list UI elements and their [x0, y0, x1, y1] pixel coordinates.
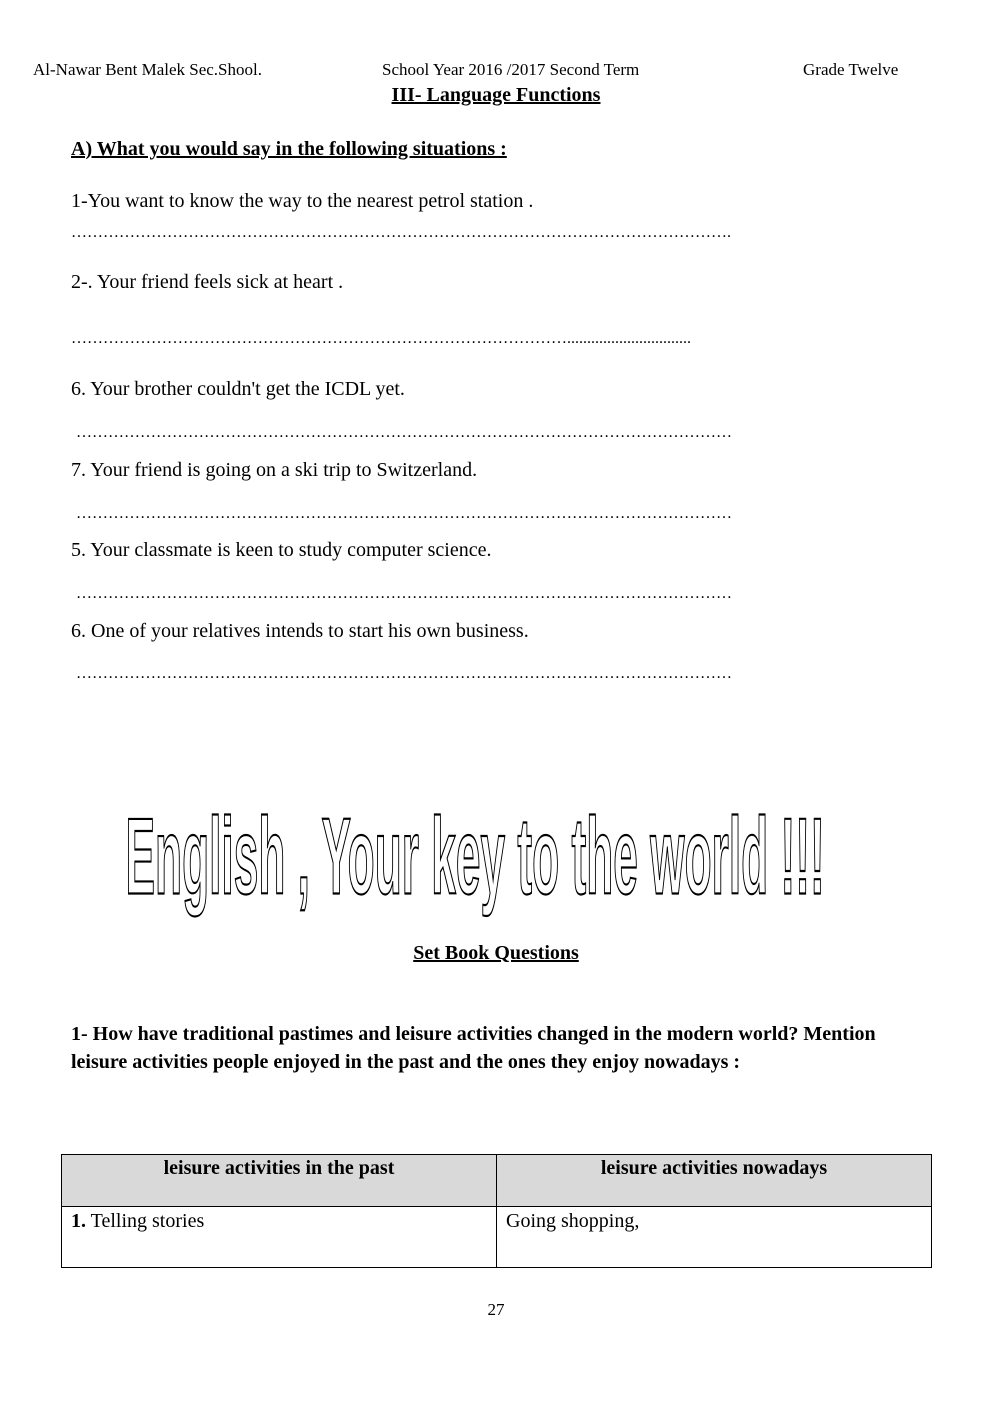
- section-title: III- Language Functions: [391, 84, 601, 106]
- table-row: [62, 1207, 932, 1268]
- header-past: leisure activities in the past: [62, 1155, 497, 1207]
- situation-3-text: 6. Your brother couldn't get the ICDL yet.: [71, 378, 405, 400]
- school-name: Al-Nawar Bent Malek Sec.Shool.: [33, 60, 262, 79]
- past-activity: Telling stories: [86, 1210, 205, 1232]
- table-header-row: [62, 1155, 932, 1207]
- situation-2-text: 2-. Your friend feels sick at heart .: [71, 271, 344, 293]
- slogan-wordart: [120, 712, 840, 917]
- situation-4-text: 7. Your friend is going on a ski trip to Switzerland.: [71, 459, 478, 481]
- set-book-title: Set Book Questions: [413, 942, 579, 964]
- situation-5-answer-line[interactable]: ……………………………………………………………………………………………………………: [76, 585, 732, 602]
- part-a-heading: A) What you would say in the following situations :: [71, 138, 507, 160]
- row-number: 1.: [71, 1210, 86, 1232]
- situation-2-answer-line[interactable]: …………………………………………………………………………………...............................: [71, 330, 691, 347]
- nowadays-activity: Going shopping,: [506, 1210, 640, 1232]
- situation-6-text: 6. One of your relatives intends to start his own business.: [71, 620, 529, 642]
- school-year-term: School Year 2016 /2017 Second Term: [382, 60, 640, 79]
- set-book-question-1: 1- How have traditional pastimes and leisure activities changed in the modern world? Mention leisure activities people enjoyed in the past and the ones they enjoy nowadays :: [71, 1023, 876, 1073]
- situation-6-answer-line[interactable]: ……………………………………………………………………………………………………………: [76, 665, 732, 682]
- cell-nowadays-1[interactable]: [497, 1207, 932, 1268]
- situation-3-answer-line[interactable]: ……………………………………………………………………………………………………………: [76, 424, 732, 441]
- situation-5-text: 5. Your classmate is keen to study computer science.: [71, 539, 492, 561]
- leisure-activities-table: [61, 1154, 932, 1268]
- grade-label: Grade Twelve: [803, 60, 899, 79]
- cell-past-1[interactable]: [62, 1207, 497, 1268]
- slogan-text: English , Your key to the world !!!: [125, 794, 825, 917]
- situation-1-answer-line[interactable]: …………………………………………………………………………………………………………….: [71, 224, 731, 241]
- situation-4-answer-line[interactable]: ……………………………………………………………………………………………………………: [76, 505, 732, 522]
- header-nowadays: leisure activities nowadays: [497, 1155, 932, 1207]
- situation-1-text: 1-You want to know the way to the nearest petrol station .: [71, 190, 534, 212]
- page-number: 27: [487, 1300, 505, 1319]
